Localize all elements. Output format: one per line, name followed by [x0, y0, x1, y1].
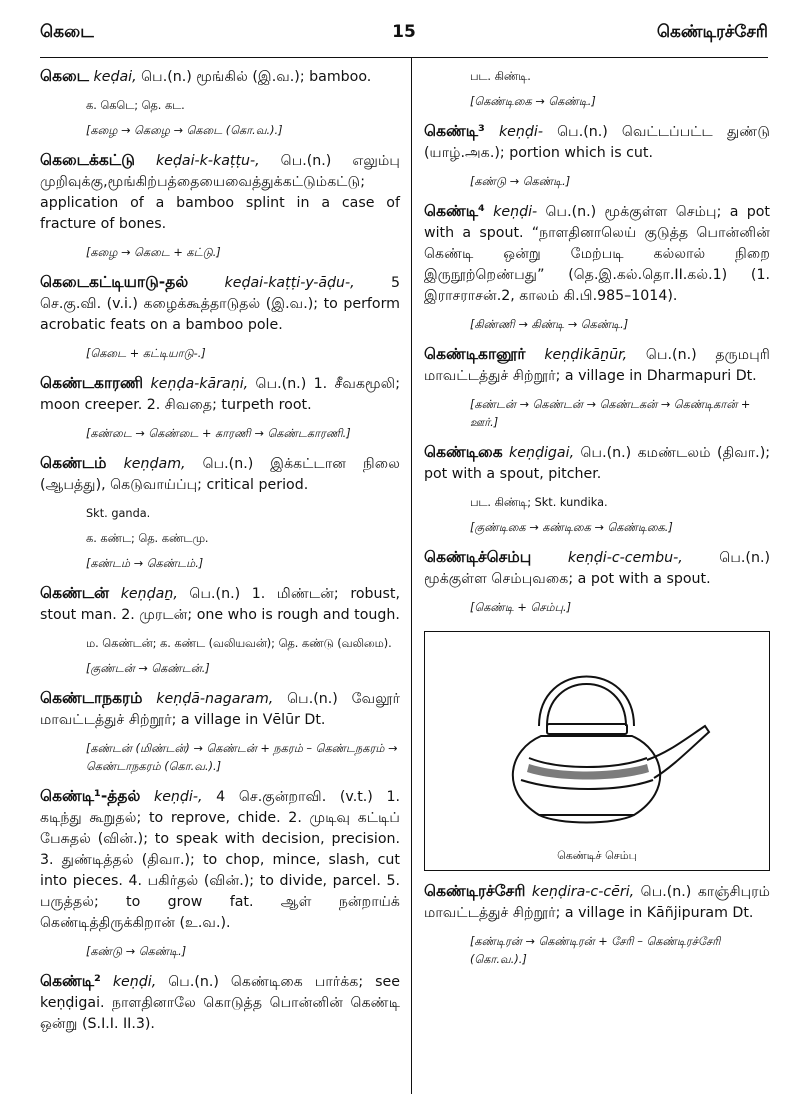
- entry-transliteration: keḍai-kaṭṭi-y-āḍu-,: [224, 275, 355, 291]
- dictionary-entry: [40, 272, 400, 336]
- cognates-line: Skt. ganda.: [86, 507, 151, 520]
- entry-headword: கெண்டிரச்சேரி: [424, 882, 526, 900]
- entry-transliteration: keḍai-k-kaṭṭu-,: [155, 153, 260, 169]
- entry-headword: கெண்டி¹-த்தல்: [40, 787, 141, 805]
- dictionary-entry: [424, 344, 770, 387]
- left-column: [40, 66, 400, 1044]
- etymology-line: [கெடை + கட்டியாடு-.]: [86, 347, 206, 360]
- entry-definition: பெ.(n.) 1. மிண்டன்; robust, stout man. 2. முரடன்; one who is rough and tough.: [40, 586, 400, 623]
- entry-transliteration: keṇḍikāṉūr,: [544, 347, 628, 363]
- dictionary-entry: [424, 121, 770, 164]
- entry-transliteration: keṇḍam,: [123, 456, 186, 472]
- entry-definition: பெ.(n.) கமண்டலம் (திவா.); pot with a spout, pitcher.: [424, 445, 771, 482]
- entry-headword: கெண்டிகை: [424, 443, 503, 461]
- entry-definition: பெ.(n.) எலும்பு முறிவுக்கு,மூங்கிற்பத்தையைவைத்துக்கட்டும்கட்டு; application of a bamboo splint in a case of fracture of bones.: [40, 153, 400, 232]
- etymology-line: [கண்டன் → கெண்டன் → கெண்டகன் → கெண்டிகான் + ஊர்.]: [470, 398, 751, 429]
- cognates-line: ம. கெண்டன்; க. கண்ட (வலியவன்); தெ. கண்டு (வலிமை).: [86, 637, 392, 650]
- column-divider: [411, 57, 412, 1094]
- entry-headword: கெண்டி³: [424, 122, 485, 140]
- etymology-line: [கண்டன் (மிண்டன்) → கெண்டன் + நகரம் – கெண்டநகரம் → கெண்டாநகரம் (கொ.வ.).]: [86, 742, 398, 773]
- entry-headword: கெண்டி⁴: [424, 202, 485, 220]
- dictionary-entry: [40, 66, 400, 88]
- dictionary-entry: [424, 881, 770, 924]
- cognates-line: பட. கிண்டி.: [470, 70, 531, 83]
- entry-headword: கெண்டாநகரம்: [40, 689, 143, 707]
- entry-definition: பெ.(n.) மூக்குள்ள செம்பு; a pot with a spout. “நாளதினாலெய் குடுத்த பொன்னின் கெண்டி ஒன்று மேற்படி கல்லால் நிறை இருநூற்றெண்பது” (தெ.இ.கல்.தொ.II.கல்.1) (1. இராசராசன்.2, காலம் கி.பி.985–1014).: [424, 204, 770, 304]
- cognates-line: க. கெடெ; தெ. கட.: [86, 99, 185, 112]
- figure-caption: கெண்டிச் செம்பு: [557, 849, 637, 862]
- entry-definition: பெ.(n.) காஞ்சிபுரம் மாவட்டத்துச் சிற்றூர்; a village in Kāñjipuram Dt.: [424, 884, 770, 921]
- dictionary-entry: [40, 688, 400, 731]
- entry-definition: 4 செ.குன்றாவி. (v.t.) 1. கடிந்து கூறுதல்; to reprove, chide. 2. முடிவு கட்டிப் பேசுதல் (வின்.); to speak with decision, precision. 3. துண்டித்தல் (திவா.); to chop, mince, slash, cut into pieces. 4. பகிர்தல் (வின்.); to divide, parcel. 5. பருத்தல்; to grow fat. ஆள் நன்றாய்க் கெண்டித்திருக்கிறான் (உ.வ.).: [40, 789, 400, 931]
- etymology-line: [கண்டை → கெண்டை + காரணி → கெண்டகாரணி.]: [86, 427, 351, 440]
- cognates-line: க. கண்ட; தெ. கண்டமு.: [86, 532, 209, 545]
- entry-headword: கெண்டம்: [40, 454, 107, 472]
- entry-transliteration: keṇḍi-,: [153, 789, 203, 805]
- entry-transliteration: keṇḍira-c-cēri,: [531, 884, 635, 900]
- entry-transliteration: keḍai,: [93, 69, 137, 85]
- dictionary-entry: [40, 150, 400, 235]
- dictionary-entry: [40, 373, 400, 416]
- entry-headword: கெடைகட்டியாடு-தல்: [40, 273, 189, 291]
- etymology-line: [கெண்டிகை → கெண்டி.]: [470, 95, 596, 108]
- dictionary-entry: [40, 583, 400, 626]
- right-column: [424, 66, 770, 979]
- page-number: 15: [392, 22, 416, 42]
- entry-transliteration: keṇḍaṉ,: [120, 586, 178, 602]
- entry-headword: கெண்டி²: [40, 972, 101, 990]
- etymology-line: [கண்டம் → கெண்டம்.]: [86, 557, 204, 570]
- dictionary-entry: [424, 547, 770, 590]
- dictionary-entry: [40, 786, 400, 934]
- entry-transliteration: keṇḍā-nagaram,: [156, 691, 274, 707]
- entry-transliteration: keṇḍi,: [112, 974, 157, 990]
- etymology-line: [குண்டிகை → கண்டிகை → கெண்டிகை.]: [470, 521, 673, 534]
- entry-definition: பெ.(n.) கெண்டிகை பார்க்க; see keṇḍigai. நாளதினாலே கொடுத்த பொன்னின் கெண்டி ஒன்று (S.I.I. II.3).: [40, 974, 400, 1032]
- dictionary-entry: [40, 971, 400, 1035]
- header-rule: [40, 57, 768, 58]
- entry-transliteration: keṇḍi-c-cembu-,: [567, 550, 683, 566]
- etymology-line: [கெண்டி + செம்பு.]: [470, 601, 571, 614]
- entry-definition: பெ.(n.) இக்கட்டான நிலை (ஆபத்து), கெடுவாய்ப்பு; critical period.: [40, 456, 400, 493]
- entry-headword: கெடைக்கட்டு: [40, 151, 135, 169]
- etymology-line: [கண்டு → கெண்டி.]: [470, 175, 571, 188]
- left-running-headword: கெடை: [40, 22, 94, 42]
- etymology-line: [கிண்ணி → கிண்டி → கெண்டி.]: [470, 318, 629, 331]
- right-running-headword: கெண்டிரச்சேரி: [656, 22, 768, 42]
- entry-transliteration: keṇḍi-: [498, 124, 543, 140]
- dictionary-entry: [424, 442, 770, 485]
- entry-transliteration: keṇḍi-: [493, 204, 538, 220]
- page-header: [40, 22, 768, 48]
- etymology-line: [கண்டு → கெண்டி.]: [86, 945, 187, 958]
- entry-definition: பெ.(n.) 1. சீவகமூலி; moon creeper. 2. சிவதை; turpeth root.: [40, 376, 400, 413]
- cognates-line: பட. கிண்டி; Skt. kundika.: [470, 496, 608, 509]
- entry-headword: கெண்டன்: [40, 584, 110, 602]
- etymology-line: [குண்டன் → கெண்டன்.]: [86, 662, 210, 675]
- entry-definition: பெ.(n.) மூங்கில் (இ.வ.); bamboo.: [136, 69, 372, 85]
- entry-definition: 5 செ.கு.வி. (v.i.) கழைக்கூத்தாடுதல் (இ.வ.); to perform acrobatic feats on a bamboo pole.: [40, 275, 400, 333]
- etymology-line: [கழை → கெழை → கெடை (கொ.வ.).]: [86, 124, 283, 137]
- kendi-pot-drawing: [469, 640, 719, 840]
- etymology-line: [கண்டிரன் → கெண்டிரன் + சேரி – கெண்டிரச்சேரி (கொ.வ.).]: [470, 935, 721, 966]
- entry-headword: கெடை: [40, 67, 89, 85]
- entry-transliteration: keṇḍigai,: [509, 445, 575, 461]
- entry-transliteration: keṇḍa-kāraṇi,: [150, 376, 249, 392]
- entry-headword: கெண்டிச்செம்பு: [424, 548, 532, 566]
- dictionary-entry: [424, 201, 770, 307]
- etymology-line: [கழை → கெடை + கட்டு.]: [86, 246, 221, 259]
- entry-definition: பெ.(n.) தருமபுரி மாவட்டத்துச் சிற்றூர்; a village in Dharmapuri Dt.: [424, 347, 770, 384]
- entry-definition: பெ.(n.) வேலூர் மாவட்டத்துச் சிற்றூர்; a village in Vēlūr Dt.: [40, 691, 401, 728]
- dictionary-entry: [40, 453, 400, 496]
- illustration-kendi-pot: [424, 631, 770, 871]
- entry-headword: கெண்டகாரணி: [40, 374, 144, 392]
- entry-definition: பெ.(n.) மூக்குள்ள செம்புவகை; a pot with a spout.: [424, 550, 770, 587]
- entry-headword: கெண்டிகானூர்: [424, 345, 526, 363]
- entry-definition: பெ.(n.) வெட்டப்பட்ட துண்டு (யாழ்.அக.); portion which is cut.: [424, 124, 770, 161]
